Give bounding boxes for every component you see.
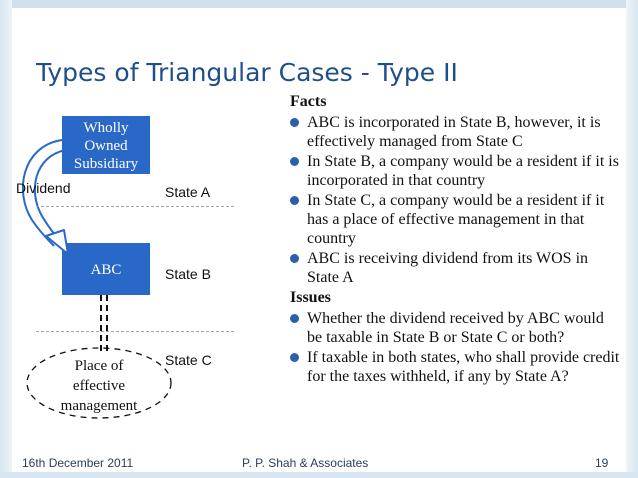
state-b-label: State B <box>165 266 211 282</box>
state-b-c-separator <box>36 331 234 332</box>
wos-box-line-2: Owned <box>84 138 128 154</box>
place-of-management-text <box>50 356 148 416</box>
issue-item: Whether the dividend received by ABC would be taxable in State B or State C or both? <box>290 309 622 347</box>
slide-frame-right <box>626 0 638 478</box>
fact-item: In State B, a company would be a resident if it is incorporated in that country <box>290 152 622 190</box>
state-a-label: State A <box>165 184 211 200</box>
slide-frame-bottom <box>0 472 638 478</box>
facts-heading: Facts <box>290 93 327 110</box>
footer-date: 16th December 2011 <box>22 456 134 470</box>
issues-heading: Issues <box>290 289 331 306</box>
facts-list <box>290 113 622 287</box>
place-line-2: effective <box>72 378 126 394</box>
state-a-b-separator <box>36 206 234 207</box>
abc-box-label: ABC <box>90 262 122 278</box>
fact-item: In State C, a company would be a resident if it has a place of effective management in that country <box>290 191 622 248</box>
footer-author: P. P. Shah & Associates <box>242 456 369 470</box>
fact-item: ABC is receiving dividend from its WOS in State A <box>290 249 622 287</box>
slide-title: Types of Triangular Cases - Type II <box>36 58 458 87</box>
content-column <box>290 92 622 387</box>
dividend-label: Dividend <box>16 180 71 196</box>
wos-box-line-1: Wholly <box>83 120 129 136</box>
place-line-3: management <box>60 398 138 414</box>
fact-item: ABC is incorporated in State B, however, it is effectively managed from State C <box>290 113 622 151</box>
wos-box-line-3: Subsidiary <box>73 156 139 172</box>
issue-item: If taxable in both states, who shall provide credit for the taxes withheld, if any by State A? <box>290 348 622 386</box>
issues-list <box>290 309 622 386</box>
footer-page-number: 19 <box>595 456 609 470</box>
state-c-label: State C <box>165 352 212 368</box>
place-line-1: Place of <box>74 358 124 374</box>
slide-frame-top <box>0 0 638 8</box>
